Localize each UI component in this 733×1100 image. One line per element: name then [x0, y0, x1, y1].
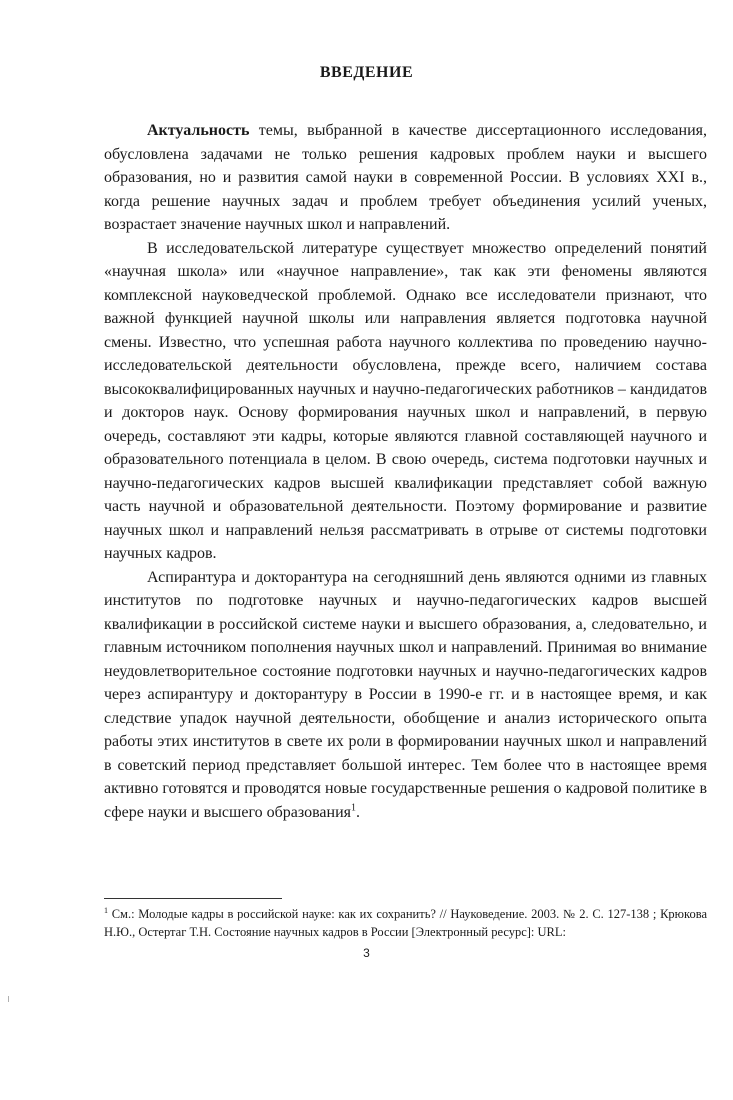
scan-artifact — [8, 996, 9, 1002]
page-number: 3 — [363, 946, 370, 960]
footnote-divider — [104, 898, 282, 899]
paragraph-postgraduate — [104, 566, 707, 825]
footnote — [104, 905, 707, 941]
footnote-reference: 1 — [351, 802, 357, 814]
paragraph-relevance — [104, 119, 707, 237]
paragraph-postgraduate-text: Аспирантура и докторантура на сегодняшний день являются одними из главных институтов по подготовке научных и научно-педагогических кадров высшей квалификации в российской системе науки и высшего образования, а, следовательно, и главным источником пополнения научных школ и направлений. Принимая во внимание неудовлетворительное состояние подготовки научных и научно-педагогических кадров через аспирантуру и докторантуру в России в 1990-е гг. и в настоящее время, и как следствие упадок научной деятельности, обобщение и анализ исторического опыта работы этих институтов в свете их роли в формировании научных школ и направлений в советский период представляет большой интерес. Тем более что в настоящее время активно готовятся и проводятся новые государственные решения о кадровой политике в сфере науки и высшего образования — [104, 568, 707, 821]
paragraph-definitions: В исследовательской литературе существует множество определений понятий «научная школа» или «научное направление», так как эти феномены являются комплексной науковедческой проблемой. Однако все исследователи признают, что важной функцией научной школы или направления является подготовка научной смены. Известно, что успешная работа научного коллектива по проведению научно-исследовательской деятельности обусловлена, прежде всего, наличием состава высококвалифицированных научных и научно-педагогических работников – кандидатов и докторов наук. Основу формирования научных школ и направлений, в первую очередь, составляют эти кадры, которые являются главной составляющей научного и образовательного потенциала в целом. В свою очередь, система подготовки научных и научно-педагогических кадров высшей квалификации представляет собой важную часть научной и образовательной деятельности. Поэтому формирование и развитие научных школ и направлений нельзя рассматривать в отрыве от системы подготовки научных кадров. — [104, 239, 707, 562]
footnote-marker: 1 — [104, 905, 108, 915]
relevance-term: Актуальность — [147, 122, 250, 139]
body-text — [104, 119, 707, 824]
footnote-text: См.: Молодые кадры в российской науке: как их сохранить? // Науковедение. 2003. № 2. С. 127-138 ; Крюкова Н.Ю., Остертаг Т.Н. Состояние научных кадров в России [Электронный ресурс]: URL: — [104, 907, 707, 939]
paragraph-relevance-text: темы, выбранной в качестве диссертационного исследования, обусловлена задачами не только решения кадровых проблем науки и высшего образования, но и развития самой науки в современной России. В условиях XXI в., когда решение научных задач и проблем требует объединения усилий ученых, возрастает значение научных школ и направлений. — [104, 122, 707, 233]
page-heading: ВВЕДЕНИЕ — [319, 64, 414, 81]
paragraph-postgraduate-end: . — [356, 803, 361, 821]
